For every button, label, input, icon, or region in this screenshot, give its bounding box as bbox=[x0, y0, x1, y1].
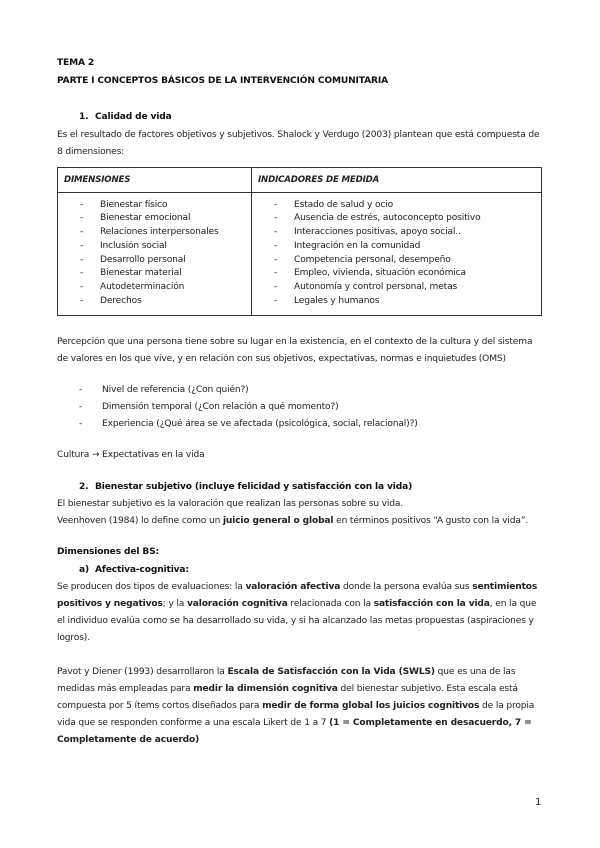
indicator-item: - Legales y humanos bbox=[252, 295, 541, 309]
section-2-p4 bbox=[57, 664, 544, 749]
document-subtitle: PARTE I CONCEPTOS BÁSICOS DE LA INTERVENCIÓN COMUNITARIA bbox=[57, 75, 388, 86]
table-header-indicators: INDICADORES DE MEDIDA bbox=[252, 167, 542, 192]
dimensions-table bbox=[57, 167, 542, 316]
indicator-item: - Ausencia de estrés, autoconcepto positivo bbox=[252, 212, 541, 226]
document-title: TEMA 2 bbox=[57, 58, 95, 68]
bold-text: medir de forma global los juicios cognitivos bbox=[262, 701, 480, 712]
bold-text: (1 = Completamente en desacuerdo, 7 = Completamente de acuerdo) bbox=[57, 718, 532, 746]
bold-text: valoración cognitiva bbox=[186, 599, 288, 610]
text-run: del bienestar subjetivo. Esta escala está compuesta por 5 ítems cortos diseñados para bbox=[57, 684, 518, 712]
bold-text: sentimientos positivos y negativos bbox=[57, 582, 538, 610]
bold-text: medir la dimensión cognitiva bbox=[193, 684, 338, 695]
dimension-item: - Bienestar físico bbox=[58, 199, 251, 213]
section-1-intro: Es el resultado de factores objetivos y subjetivos. Shalock y Verdugo (2003) plantean que está compuesta de 8 dimensiones: bbox=[57, 129, 540, 157]
bold-text: satisfacción con la vida bbox=[373, 599, 490, 610]
indicator-item: - Interacciones positivas, apoyo social.. bbox=[252, 226, 541, 240]
text-run: relacionada con la bbox=[287, 599, 374, 610]
indicator-item: - Autonomía y control personal, metas bbox=[252, 281, 541, 295]
dimensions-bs-heading: Dimensiones del BS: bbox=[57, 547, 160, 558]
bullet-item: - Experiencia (¿Qué área se ve afectada (psicológica, social, relacional)?) bbox=[57, 416, 544, 433]
section-1-heading bbox=[57, 109, 544, 127]
bullet-item: - Dimensión temporal (¿Con relación a qué momento?) bbox=[57, 399, 544, 416]
oms-definition: Percepción que una persona tiene sobre su lugar en la existencia, en el contexto de la cultura y del sistema de valores en los que vive, y en relación con sus objetivos, expectativas, normas e inquietudes (OMS) bbox=[57, 336, 533, 364]
section-1-number: 1. bbox=[79, 112, 89, 122]
dimension-item: - Autodeterminación bbox=[58, 281, 251, 295]
text-run: , en la que el individuo evalúa como se ha desarrollado su vida, y si ha alcanzado las metas propuestas (aspiraciones y logros). bbox=[57, 599, 537, 644]
indicator-item: - Estado de salud y ocio bbox=[252, 199, 541, 213]
text-run: donde la persona evalúa sus bbox=[340, 582, 473, 593]
culture-note: Cultura → Expectativas en la vida bbox=[57, 449, 205, 460]
dimension-item: - Derechos bbox=[58, 295, 251, 309]
indicator-item: - Integración en la comunidad bbox=[252, 240, 541, 254]
dimension-item: - Bienestar emocional bbox=[58, 212, 251, 226]
section-2-p3 bbox=[57, 579, 544, 647]
section-2-heading bbox=[57, 479, 544, 497]
section-2-title: Bienestar subjetivo (incluye felicidad y satisfacción con la vida) bbox=[95, 481, 413, 492]
dimensions-list bbox=[58, 199, 251, 309]
indicator-item: - Competencia personal, desempeño bbox=[252, 254, 541, 268]
dimension-item: - Relaciones interpersonales bbox=[58, 226, 251, 240]
indicator-item: - Empleo, vivienda, situación económica bbox=[252, 267, 541, 281]
dimension-item: - Inclusión social bbox=[58, 240, 251, 254]
quality-bullets bbox=[57, 382, 544, 433]
indicators-list bbox=[252, 199, 541, 309]
section-2-p2 bbox=[57, 513, 544, 530]
bullet-item: - Nivel de referencia (¿Con quién?) bbox=[57, 382, 544, 399]
text-run: Veenhoven (1984) lo define como un bbox=[57, 516, 223, 527]
subsection-a-label: a) bbox=[79, 564, 89, 575]
dimension-item: - Desarrollo personal bbox=[58, 254, 251, 268]
bold-text: Escala de Satisfacción con la Vida (SWLS) bbox=[227, 667, 435, 678]
document-page bbox=[57, 55, 544, 749]
subsection-a-title: Afectiva-cognitiva: bbox=[95, 564, 189, 575]
section-2-p1: El bienestar subjetivo es la valoración que realizan las personas sobre su vida. bbox=[57, 499, 404, 510]
section-1-title: Calidad de vida bbox=[95, 112, 172, 122]
page-number: 1 bbox=[535, 797, 542, 808]
section-2-number: 2. bbox=[79, 481, 89, 492]
table-header-dimensions: DIMENSIONES bbox=[58, 167, 252, 192]
text-run: en términos positivos “A gusto con la vida”. bbox=[333, 516, 529, 527]
text-run: Pavot y Diener (1993) desarrollaron la bbox=[57, 667, 228, 678]
text-run: que es una de las medidas más empleadas para bbox=[57, 667, 516, 695]
text-run: Se producen dos tipos de evaluaciones: la bbox=[57, 582, 246, 593]
bold-text: juicio general o global bbox=[222, 516, 334, 527]
dimension-item: - Bienestar material bbox=[58, 267, 251, 281]
text-run: de la propia vida que se responden conforme a una escala Likert de 1 a 7 bbox=[57, 701, 535, 729]
bold-text: valoración afectiva bbox=[245, 582, 341, 593]
text-run: ; y la bbox=[162, 599, 187, 610]
subsection-a-heading bbox=[57, 562, 544, 580]
